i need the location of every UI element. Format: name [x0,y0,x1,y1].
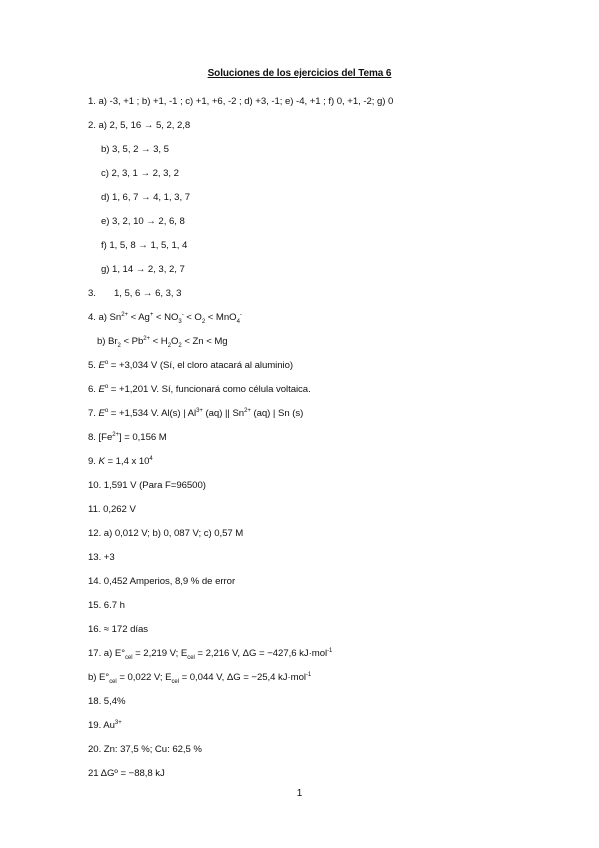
answer-20: 20. Zn: 37,5 %; Cu: 62,5 % [88,744,202,755]
answer-17b: b) $E^\circ_{cel} = 0,022$ V; $E_{cel} = 0,044$ V, ΔG = −25,4 kJ·mol$^{-1}$ [88,671,312,685]
answer-15: 15. 6.7 h [88,600,125,611]
answer-1: 1. a) -3, +1 ; b) +1, -1 ; c) +1, +6, -2 ; d) +3, -1; e) -4, +1 ; f) 0, +1, -2; g) 0 [88,96,394,107]
answer-7: 7. $E^o = +1,534$ V. Al(s) | $Al^{3+}$ (aq) || $Sn^{2+}$ (aq) | Sn (s) [88,407,304,419]
page-number: 1 [296,788,303,799]
answer-12: 12. a) 0,012 V; b) 0, 087 V; c) 0,57 M [88,528,244,539]
answer-3: 1, 5, 6 → 6, 3, 3 [114,288,182,299]
answer-11: 11. 0,262 V [88,504,136,515]
answer-2a: 2. a) 2, 5, 16 → 5, 2, 2,8 [88,120,191,131]
answer-4b: b) $Br_2 < Pb^{2+} < H_2O_2 < Zn < Mg$ [97,335,228,349]
answer-14: 14. 0,452 Amperios, 8,9 % de error [88,576,236,587]
answer-2g: g) 1, 14 → 2, 3, 2, 7 [101,264,185,275]
answer-21: 21 ΔGº = −88,8 kJ [88,768,165,779]
answer-2f: f) 1, 5, 8 → 1, 5, 1, 4 [101,240,188,251]
answer-3-number: 3. [88,288,96,299]
answer-6: 6. $E^o = +1,201$ V. Sí, funcionará como célula voltaica. [88,383,311,395]
answer-2e: e) 3, 2, 10 → 2, 6, 8 [101,216,185,227]
answer-10: 10. 1,591 V (Para F=96500) [88,480,206,491]
answer-18: 18. 5,4% [88,696,126,707]
answer-2b: b) 3, 5, 2 → 3, 5 [101,144,169,155]
answer-13: 13. +3 [88,552,115,563]
answer-9: 9. K = 1,4 x $10^4$ [88,455,153,467]
answer-2c: c) 2, 3, 1 → 2, 3, 2 [101,168,179,179]
answer-16: 16. ≈ 172 días [88,624,149,635]
answer-19: 19. $Au^{3+}$ [88,719,122,731]
page-title: Soluciones de los ejercicios del Tema 6 [207,68,392,79]
answer-8: 8. $[Fe^{2+}] = 0,156$ M [88,431,167,443]
answer-4a: 4. a) $Sn^{2+} < Ag^+ < NO_3^- < O_2 < MnO_4^-$ [88,311,242,325]
answer-17a: 17. a) $E^\circ_{cel} = 2,219$ V; $E_{cel} = 2,216$ V, ΔG = −427,6 kJ·mol$^{-1}$ [88,647,333,661]
answer-2d: d) 1, 6, 7 → 4, 1, 3, 7 [101,192,190,203]
answer-5: 5. $E^o = +3,034$ V (Sí, el cloro atacará al aluminio) [88,359,294,371]
